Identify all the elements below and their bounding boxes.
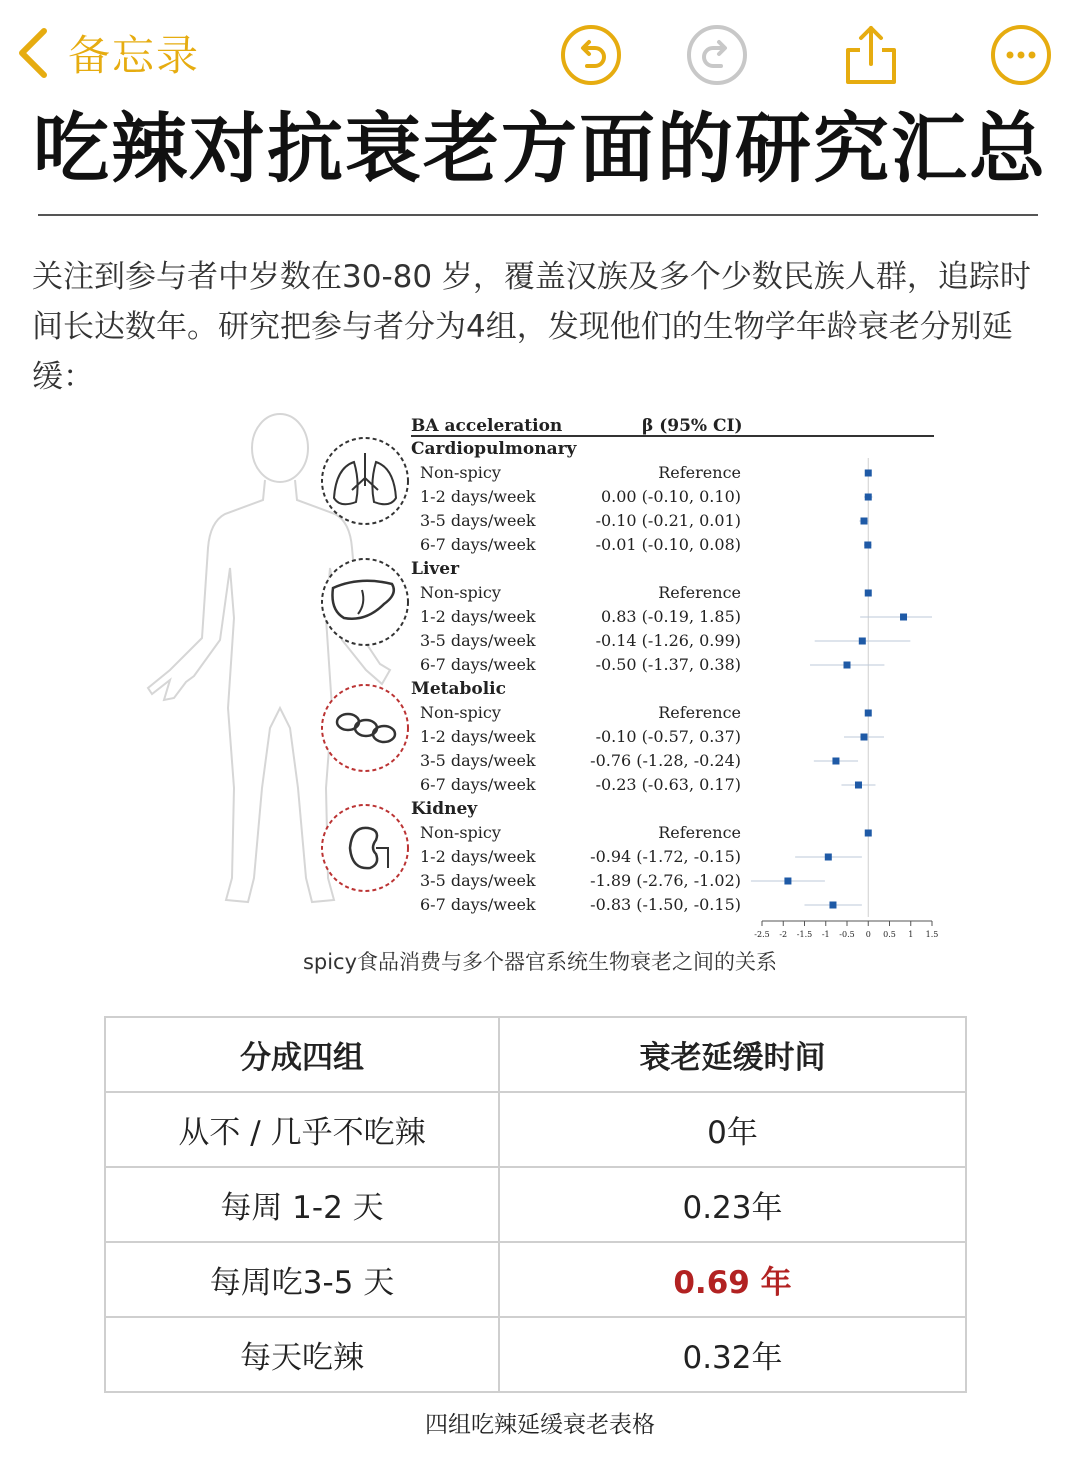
x-axis-tick-label: 1.5 bbox=[925, 930, 939, 939]
top-nav-bar bbox=[0, 0, 1080, 106]
point-estimate-marker bbox=[865, 830, 872, 837]
row-ci: -0.83 (-1.50, -0.15) bbox=[590, 895, 741, 914]
redo-button[interactable] bbox=[686, 24, 748, 86]
table-caption: 四组吃辣延缓衰老表格 bbox=[425, 1412, 655, 1438]
table-cell: 从不 / 几乎不吃辣 bbox=[105, 1092, 499, 1167]
x-axis-tick-label: -0.5 bbox=[839, 930, 855, 939]
point-estimate-marker bbox=[865, 494, 872, 501]
more-icon bbox=[990, 24, 1052, 86]
back-button[interactable] bbox=[12, 20, 200, 86]
point-estimate-marker bbox=[861, 518, 868, 525]
point-estimate-marker bbox=[865, 710, 872, 717]
row-ci: -1.89 (-2.76, -1.02) bbox=[590, 871, 741, 890]
back-label: 备忘录 bbox=[68, 31, 201, 80]
row-ci: 0.83 (-0.19, 1.85) bbox=[600, 607, 741, 626]
undo-icon bbox=[560, 24, 622, 86]
redo-icon bbox=[686, 24, 748, 86]
row-ci: -0.23 (-0.63, 0.17) bbox=[595, 775, 741, 794]
row-label: 3-5 days/week bbox=[420, 871, 536, 890]
x-axis-tick-label: -1.5 bbox=[796, 930, 813, 939]
row-ci: -0.14 (-1.26, 0.99) bbox=[595, 631, 741, 650]
row-label: 6-7 days/week bbox=[420, 775, 536, 794]
liver-icon bbox=[322, 559, 408, 645]
row-label: 1-2 days/week bbox=[420, 487, 536, 506]
lungs-icon bbox=[322, 438, 408, 524]
row-label: Non-spicy bbox=[420, 703, 501, 722]
point-estimate-marker bbox=[864, 542, 871, 549]
point-estimate-marker bbox=[844, 662, 851, 669]
row-ci: Reference bbox=[658, 823, 741, 842]
point-estimate-marker bbox=[865, 590, 872, 597]
table-cell-highlight: 0.69 年 bbox=[499, 1242, 966, 1317]
table-header-cell: 分成四组 bbox=[105, 1017, 499, 1092]
table-cell: 0.23年 bbox=[499, 1167, 966, 1242]
share-icon bbox=[840, 24, 902, 86]
forest-plot-figure bbox=[130, 408, 950, 948]
x-axis-tick-label: 0.5 bbox=[883, 930, 896, 939]
row-label: 6-7 days/week bbox=[420, 535, 536, 554]
table-cell: 0.32年 bbox=[499, 1317, 966, 1392]
row-label: 1-2 days/week bbox=[420, 727, 536, 746]
x-axis-tick-label: -1 bbox=[821, 930, 830, 939]
point-estimate-marker bbox=[784, 878, 791, 885]
share-button[interactable] bbox=[840, 24, 902, 86]
row-ci: -0.76 (-1.28, -0.24) bbox=[590, 751, 741, 770]
row-ci: -0.10 (-0.21, 0.01) bbox=[595, 511, 741, 530]
row-ci: Reference bbox=[658, 583, 741, 602]
table-cell: 每周吃3-5 天 bbox=[105, 1242, 499, 1317]
table-header-row bbox=[105, 1017, 966, 1092]
group-label: Metabolic bbox=[411, 679, 506, 699]
x-axis-tick-label: 0 bbox=[865, 930, 871, 939]
x-axis-tick-label: -2 bbox=[779, 930, 788, 939]
row-label: Non-spicy bbox=[420, 463, 501, 482]
chevron-left-icon bbox=[12, 25, 52, 81]
row-label: 6-7 days/week bbox=[420, 895, 536, 914]
point-estimate-marker bbox=[865, 470, 872, 477]
row-label: 1-2 days/week bbox=[420, 607, 536, 626]
x-axis-tick-label: -2.5 bbox=[754, 930, 770, 939]
table-row bbox=[105, 1242, 966, 1317]
point-estimate-marker bbox=[832, 758, 839, 765]
header-right: β (95% CI) bbox=[642, 416, 743, 436]
more-button[interactable] bbox=[990, 24, 1052, 86]
group-label: Kidney bbox=[411, 799, 478, 819]
intro-paragraph: 关注到参与者中岁数在30-80 岁，覆盖汉族及多个少数民族人群，追踪时间长达数年。研究把参与者分为4组，发现他们的生物学年龄衰老分别延缓： bbox=[32, 259, 1031, 395]
row-ci: -0.01 (-0.10, 0.08) bbox=[595, 535, 741, 554]
point-estimate-marker bbox=[855, 782, 862, 789]
forest-plot-svg bbox=[130, 408, 950, 948]
undo-button[interactable] bbox=[560, 24, 622, 86]
row-ci: -0.10 (-0.57, 0.37) bbox=[595, 727, 741, 746]
summary-table bbox=[104, 1016, 967, 1393]
row-ci: Reference bbox=[658, 463, 741, 482]
x-axis-tick-label: 1 bbox=[908, 930, 914, 939]
note-title: 吃辣对抗衰老方面的研究汇总 bbox=[33, 104, 1047, 193]
header-left: BA acceleration bbox=[411, 416, 563, 436]
row-label: 6-7 days/week bbox=[420, 655, 536, 674]
table-row bbox=[105, 1167, 966, 1242]
row-label: 1-2 days/week bbox=[420, 847, 536, 866]
cells-icon bbox=[322, 685, 408, 771]
row-label: Non-spicy bbox=[420, 583, 501, 602]
point-estimate-marker bbox=[859, 638, 866, 645]
point-estimate-marker bbox=[861, 734, 868, 741]
table-cell: 每周 1-2 天 bbox=[105, 1167, 499, 1242]
table-cell: 0年 bbox=[499, 1092, 966, 1167]
group-label: Cardiopulmonary bbox=[411, 439, 577, 459]
row-ci: -0.50 (-1.37, 0.38) bbox=[595, 655, 741, 674]
table-header-cell: 衰老延缓时间 bbox=[499, 1017, 966, 1092]
row-label: 3-5 days/week bbox=[420, 511, 536, 530]
figure-caption: spicy食品消费与多个器官系统生物衰老之间的关系 bbox=[302, 950, 778, 974]
point-estimate-marker bbox=[825, 854, 832, 861]
row-ci: 0.00 (-0.10, 0.10) bbox=[600, 487, 741, 506]
point-estimate-marker bbox=[829, 902, 836, 909]
row-label: 3-5 days/week bbox=[420, 631, 536, 650]
table-cell: 每天吃辣 bbox=[105, 1317, 499, 1392]
group-label: Liver bbox=[411, 559, 460, 579]
table-row bbox=[105, 1317, 966, 1392]
row-ci: -0.94 (-1.72, -0.15) bbox=[590, 847, 741, 866]
row-label: Non-spicy bbox=[420, 823, 501, 842]
kidney-icon bbox=[322, 805, 408, 891]
row-label: 3-5 days/week bbox=[420, 751, 536, 770]
row-ci: Reference bbox=[658, 703, 741, 722]
title-divider bbox=[38, 214, 1038, 216]
table-row bbox=[105, 1092, 966, 1167]
point-estimate-marker bbox=[900, 614, 907, 621]
